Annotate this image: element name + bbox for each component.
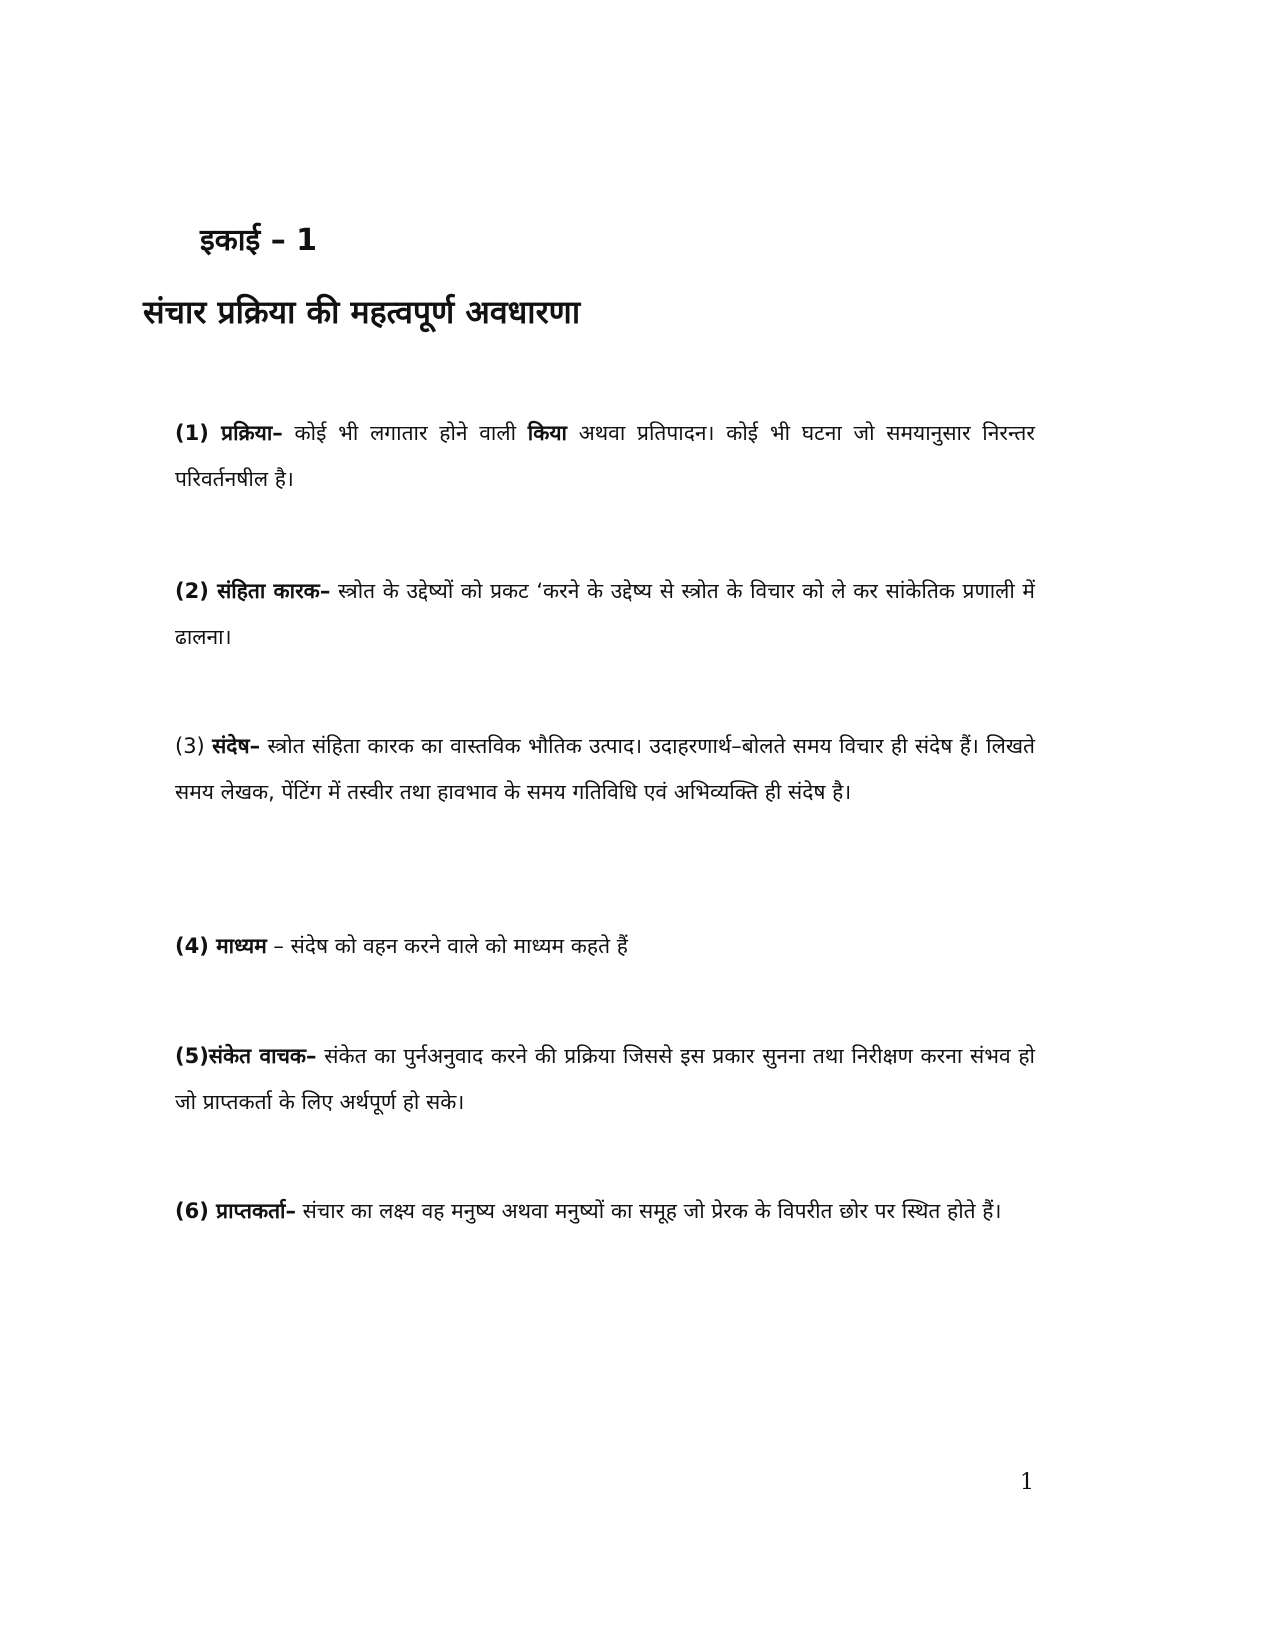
definition-encoder (175, 568, 1035, 660)
definition-text: संकेत का पुर्नअनुवाद करने की प्रक्रिया जिससे इस प्रकार सुनना तथा निरीक्षण करना संभव हो जो प्राप्तकर्ता के लिए अर्थपूर्ण हो सके। (175, 1044, 1035, 1114)
definition-term: (5)संकेत वाचक– (175, 1044, 317, 1068)
definition-text: – संदेष को वहन करने वाले को माध्यम कहते हैं (266, 934, 628, 958)
definition-text: स्त्रोत संहिता कारक का वास्तविक भौतिक उत्पाद। उदाहरणार्थ–बोलते समय विचार ही संदेष हैं। लिखते समय लेखक, पेंटिंग में तस्वीर तथा हावभाव के समय गतिविधि एवं अभिव्यक्ति ही संदेष है। (175, 734, 1035, 804)
definition-text: अथवा प्रतिपादन। कोई भी घटना जो समयानुसार निरन्तर परिवर्तनषील है। (175, 421, 1035, 491)
definition-term: संदेष– (212, 734, 261, 758)
definition-medium (175, 923, 1035, 969)
definition-text: कोई भी लगातार होने वाली (282, 421, 528, 445)
definition-term: (6) प्राप्तकर्ता– (175, 1199, 296, 1223)
definition-receiver (175, 1188, 1035, 1234)
definition-bold-word: किया (527, 421, 567, 445)
definition-term: (1) प्रक्रिया– (175, 421, 283, 445)
chapter-title: संचार प्रक्रिया की महत्वपूर्ण अवधारणा (143, 293, 581, 331)
definition-text: संचार का लक्ष्य वह मनुष्य अथवा मनुष्यों का समूह जो प्रेरक के विपरीत छोर पर स्थित होते हैं। (295, 1199, 1002, 1223)
definition-decoder (175, 1033, 1035, 1125)
unit-heading: इकाई – 1 (200, 223, 318, 258)
definition-term: (4) माध्यम (175, 934, 267, 958)
definition-process (175, 410, 1035, 502)
definition-message (175, 723, 1035, 815)
definition-term: (2) संहिता कारक– (175, 579, 331, 603)
definition-text: स्त्रोत के उद्देष्यों को प्रकट ‘करने के उद्देष्य से स्त्रोत के विचार को ले कर सांकेतिक प्रणाली में ढालना। (175, 579, 1035, 649)
definition-number: (3) (175, 734, 213, 758)
page-number: 1 (1020, 1470, 1034, 1495)
